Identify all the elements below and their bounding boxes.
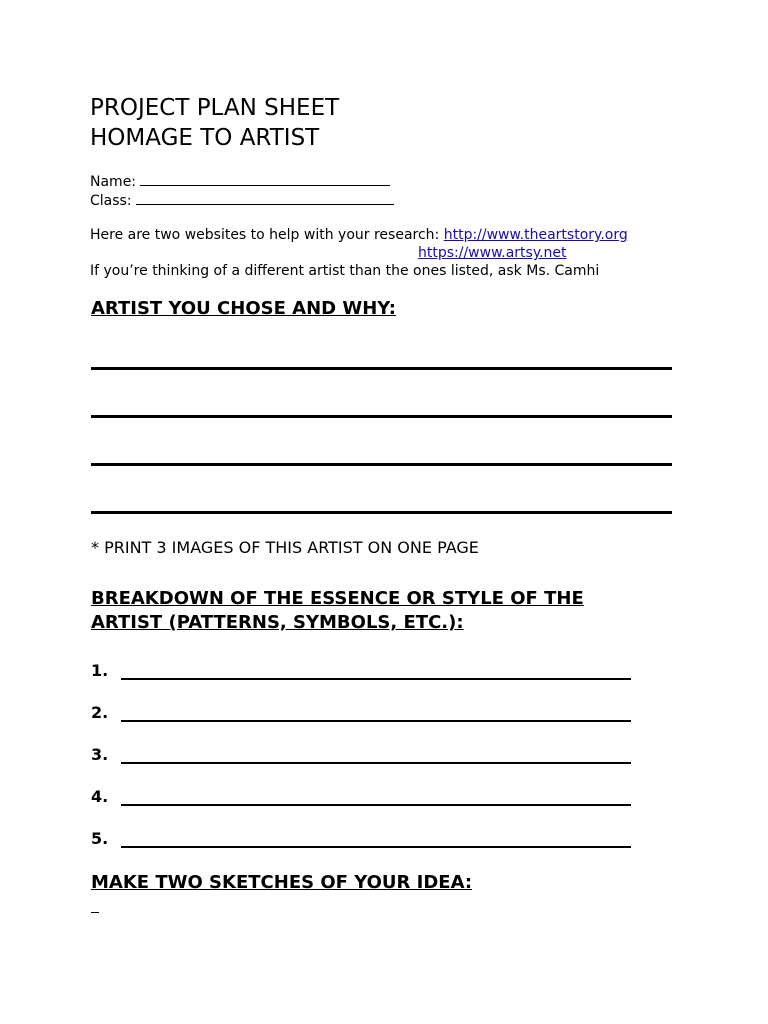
artist-heading: ARTIST YOU CHOSE AND WHY: bbox=[91, 298, 396, 319]
title-line-1: PROJECT PLAN SHEET bbox=[90, 95, 340, 121]
print-note: * PRINT 3 IMAGES OF THIS ARTIST ON ONE PAGE bbox=[91, 538, 479, 557]
answer-line-3[interactable] bbox=[91, 463, 672, 466]
breakdown-number: 4. bbox=[91, 787, 109, 806]
breakdown-blank-line[interactable] bbox=[121, 762, 631, 764]
breakdown-heading-line-2: ARTIST (PATTERNS, SYMBOLS, ETC.): bbox=[91, 612, 464, 633]
class-row bbox=[90, 190, 394, 210]
breakdown-number: 3. bbox=[91, 745, 109, 764]
different-artist-note: If you’re thinking of a different artist than the ones listed, ask Ms. Camhi bbox=[90, 263, 600, 279]
breakdown-blank-line[interactable] bbox=[121, 804, 631, 806]
cursor-mark bbox=[91, 912, 99, 913]
answer-line-2[interactable] bbox=[91, 415, 672, 418]
name-label: Name: bbox=[90, 174, 137, 190]
breakdown-blank-line[interactable] bbox=[121, 846, 631, 848]
breakdown-number: 2. bbox=[91, 703, 109, 722]
breakdown-number: 5. bbox=[91, 829, 109, 848]
title-line-2: HOMAGE TO ARTIST bbox=[90, 125, 320, 151]
artsy-row bbox=[418, 244, 567, 262]
artsy-link[interactable]: https://www.artsy.net bbox=[418, 245, 567, 261]
class-blank-line[interactable] bbox=[136, 190, 394, 205]
breakdown-blank-line[interactable] bbox=[121, 720, 631, 722]
class-label: Class: bbox=[90, 193, 132, 209]
answer-line-4[interactable] bbox=[91, 511, 672, 514]
websites-row bbox=[90, 226, 628, 244]
breakdown-number: 1. bbox=[91, 661, 109, 680]
name-blank-line[interactable] bbox=[140, 171, 390, 186]
breakdown-blank-line[interactable] bbox=[121, 678, 631, 680]
answer-line-1[interactable] bbox=[91, 367, 672, 370]
name-row bbox=[90, 171, 390, 191]
sketch-heading: MAKE TWO SKETCHES OF YOUR IDEA: bbox=[91, 872, 473, 893]
theartstory-link[interactable]: http://www.theartstory.org bbox=[443, 227, 628, 243]
websites-intro: Here are two websites to help with your research: bbox=[90, 227, 440, 243]
breakdown-heading-line-1: BREAKDOWN OF THE ESSENCE OR STYLE OF THE bbox=[91, 588, 584, 609]
